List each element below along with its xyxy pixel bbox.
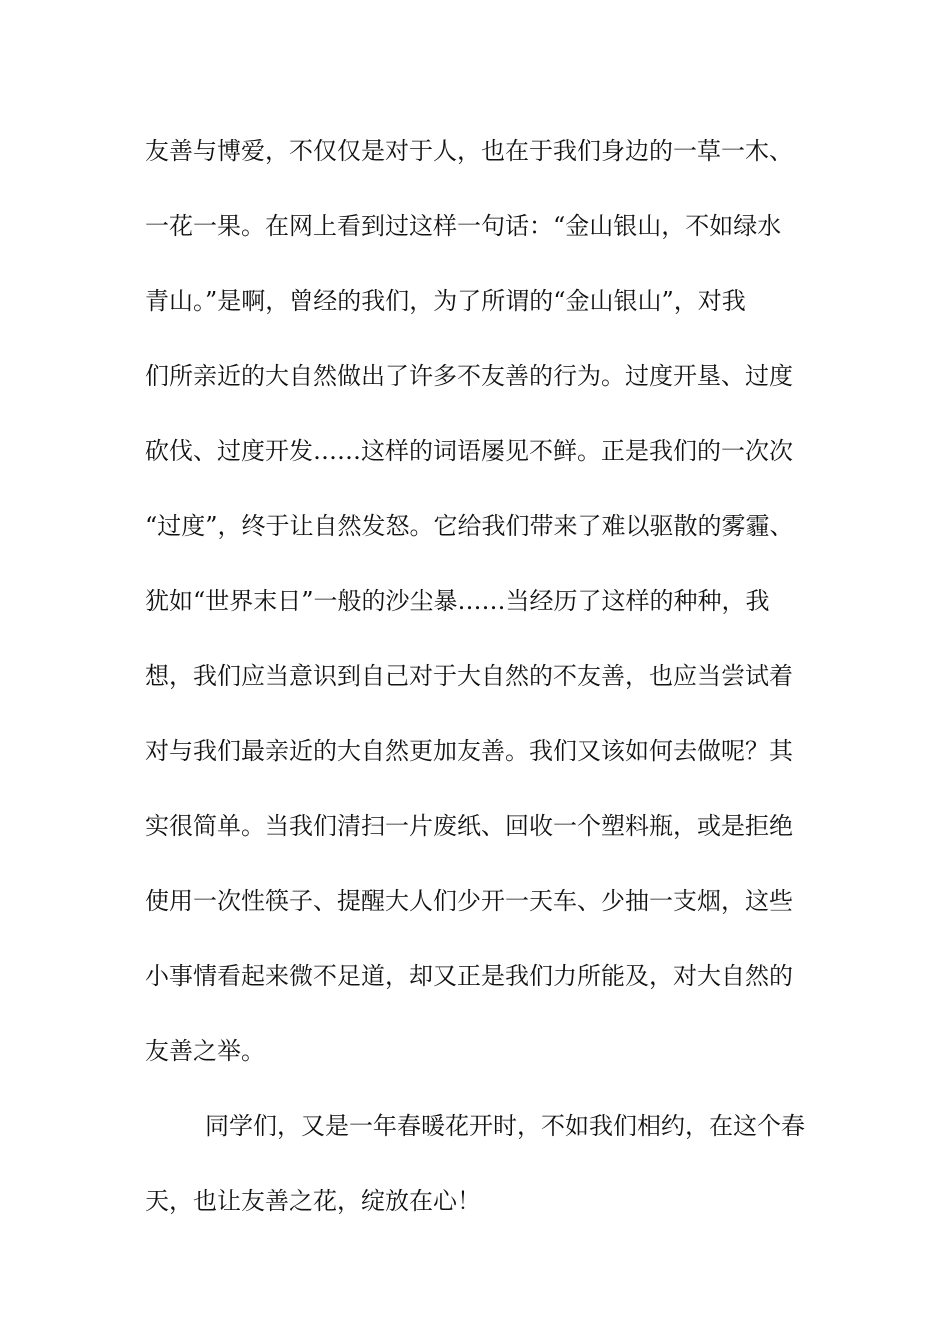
paragraph-line: 青山。”是啊，曾经的我们，为了所谓的“金山银山”，对我: [145, 287, 746, 315]
paragraph-line: 们所亲近的大自然做出了许多不友善的行为。过度开垦、过度: [145, 362, 793, 390]
paragraph-line: 天，也让友善之花，绽放在心！: [145, 1187, 481, 1215]
paragraph-line: 砍伐、过度开发……这样的词语屡见不鲜。正是我们的一次次: [145, 437, 793, 465]
paragraph-line: 犹如“世界末日”一般的沙尘暴……当经历了这样的种种，我: [145, 587, 770, 615]
paragraph-line: 使用一次性筷子、提醒大人们少开一天车、少抽一支烟，这些: [145, 887, 793, 915]
paragraph-line: “过度”，终于让自然发怒。它给我们带来了难以驱散的雾霾、: [145, 512, 794, 540]
paragraph-line: 实很简单。当我们清扫一片废纸、回收一个塑料瓶，或是拒绝: [145, 812, 793, 840]
paragraph-line: 对与我们最亲近的大自然更加友善。我们又该如何去做呢？其: [145, 737, 793, 765]
paragraph-line: 友善之举。: [145, 1037, 265, 1065]
paragraph-line: 想，我们应当意识到自己对于大自然的不友善，也应当尝试着: [145, 662, 793, 690]
paragraph-line-indented: 同学们，又是一年春暖花开时，不如我们相约，在这个春: [205, 1112, 805, 1140]
paragraph-line: 小事情看起来微不足道，却又正是我们力所能及，对大自然的: [145, 962, 793, 990]
paragraph-line: 友善与博爱，不仅仅是对于人，也在于我们身边的一草一木、: [145, 137, 793, 165]
paragraph-line: 一花一果。在网上看到过这样一句话：“金山银山，不如绿水: [145, 212, 782, 240]
